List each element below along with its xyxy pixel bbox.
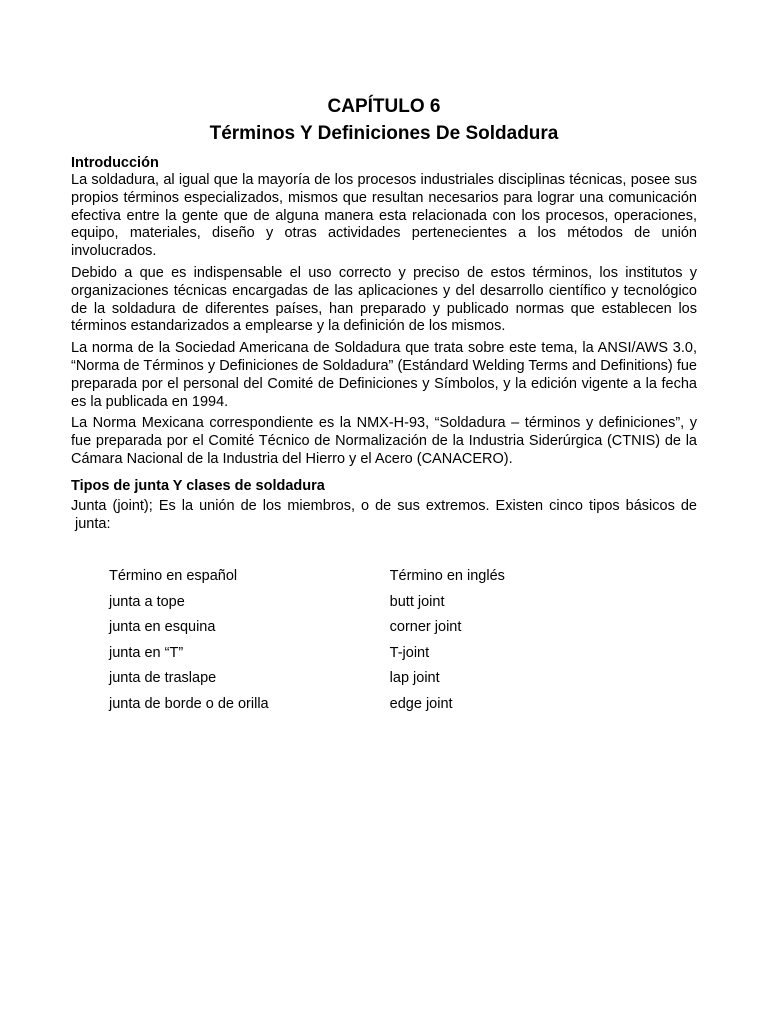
table-row <box>109 643 529 669</box>
english-term: T-joint <box>389 644 430 661</box>
english-term: corner joint <box>389 619 462 635</box>
table-row <box>109 668 529 694</box>
table-row <box>109 694 529 720</box>
header-english-term: Término en inglés <box>389 568 505 584</box>
spanish-term: junta en “T” <box>109 644 184 661</box>
paragraph: Debido a que es indispensable el uso correcto y preciso de estos términos, los institutos y organizaciones técnicas encargadas de las aplicaciones y del desarrollo científico y tecnológico de la soldadura de diferentes países, han preparado y publicado normas que establecen los términos estandarizados a emplearse y la definición de los mismos. <box>71 264 697 335</box>
section-heading-tipos-de-junta: Tipos de junta Y clases de soldadura <box>71 477 325 494</box>
paragraph: La norma de la Sociedad Americana de Soldadura que trata sobre este tema, la ANSI/AWS 3.0, “Norma de Términos y Definiciones de Soldadura” (Estándard Welding Terms and Definitions) fue preparada por el personal del Comité de Definiciones y Símbolos, y la edición vigente a la fecha es la publicada en 1994. <box>71 340 697 410</box>
page-title: Términos Y Definiciones De Soldadura <box>209 123 559 144</box>
paragraph: La soldadura, al igual que la mayoría de los procesos industriales disciplinas técnicas, posee sus propios términos especializados, mismos que resultan necesarios para lograr una comunicación efectiva entre la gente que de alguna manera esta relacionada con los procesos, operaciones, equipo, materiales, diseño y otras actividades pertenecientes a los métodos de unión involucrados. <box>71 172 697 260</box>
english-term: butt joint <box>389 593 445 610</box>
english-term: edge joint <box>389 695 453 712</box>
section-heading-introduccion: Introducción <box>71 155 159 171</box>
table-row <box>109 592 529 618</box>
spanish-term: junta de traslape <box>109 670 217 686</box>
table-row <box>109 617 529 643</box>
joint-definition-paragraph: Junta (joint); Es la unión de los miembros, o de sus extremos. Existen cinco tipos básicos de junta: <box>71 497 697 532</box>
terms-table-header <box>109 566 529 592</box>
spanish-term: junta en esquina <box>109 619 216 635</box>
document-page <box>71 94 697 533</box>
english-term: lap joint <box>389 670 440 686</box>
spanish-term: junta de borde o de orilla <box>109 695 269 712</box>
chapter-number: CAPÍTULO 6 <box>327 96 441 117</box>
paragraph: La Norma Mexicana correspondiente es la NMX-H-93, “Soldadura – términos y definiciones”, y fue preparada por el Comité Técnico de Normalización de la Industria Siderúrgica (CTNIS) de la Cámara Nacional de la Industria del Hierro y el Acero (CANACERO). <box>71 415 697 467</box>
spanish-term: junta a tope <box>109 593 185 610</box>
terms-table <box>109 566 529 719</box>
header-spanish-term: Término en español <box>109 568 238 584</box>
